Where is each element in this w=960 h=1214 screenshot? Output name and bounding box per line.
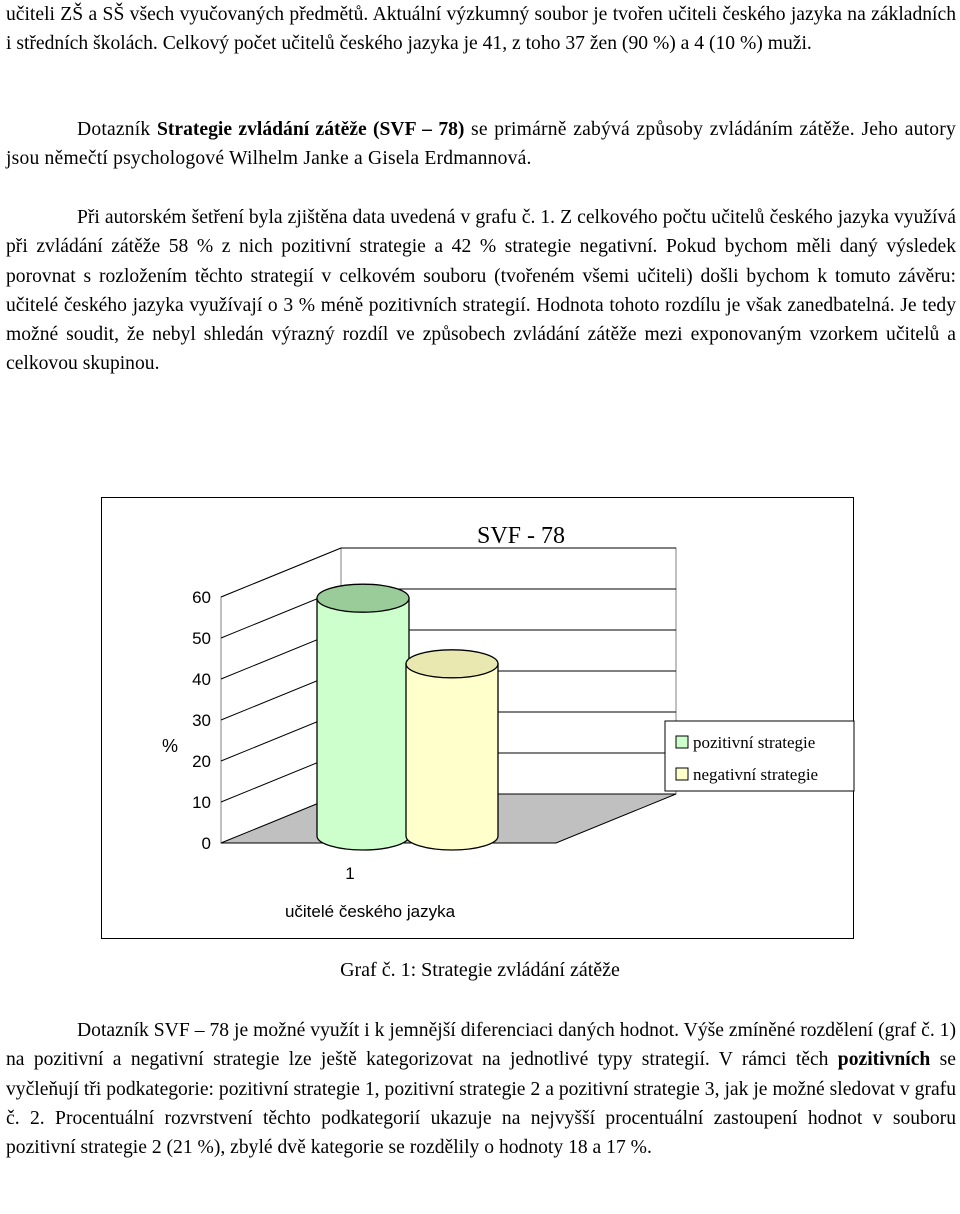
bar-negative-body (406, 664, 498, 850)
bar-positive-body (317, 598, 409, 850)
figure-caption: Graf č. 1: Strategie zvládání zátěže (340, 959, 620, 981)
y-tick-label: 10 (192, 793, 211, 812)
y-tick-label: 50 (192, 629, 211, 648)
x-tick-label: 1 (345, 864, 355, 883)
y-tick-label: 60 (192, 588, 211, 607)
legend-label-positive: pozitivní strategie (693, 733, 816, 752)
bar-positive-top (317, 584, 409, 612)
bold-questionnaire-name: Strategie zvládání zátěže (SVF – 78) (156, 119, 465, 140)
bold-positive: pozitivních (837, 1049, 931, 1071)
chart-frame (101, 497, 854, 939)
y-tick-label: 0 (201, 834, 211, 853)
y-tick-label: 40 (192, 670, 211, 689)
legend-swatch-negative (676, 768, 688, 780)
chart-title: SVF - 78 (476, 523, 566, 549)
y-axis-label: % (162, 736, 179, 756)
bar-negative-top (406, 650, 498, 678)
paragraph-results: Při autorském šetření byla zjištěna data uvedená v grafu č. 1. Z celkového počtu učitelů českého jazyka využívá při zvládání zátěže 58 % z nich pozitivní strategie a 42 % strategie negativní. Pokud bychom měli daný výsledek porovnat s rozložením těchto strategií v celkovém souboru (tvořeném všemi učiteli) došli bychom k tomuto závěru: učitelé českého jazyka využívají o 3 % méně pozitivních strategií. Hodnota tohoto rozdílu je však zanedbatelná. Je tedy možné soudit, že nebyl shledán výrazný rozdíl ve způsobech zvládání zátěže mezi exponovaným vzorkem učitelů a celkovou skupinou. (6, 207, 956, 375)
legend-label-negative: negativní strategie (693, 765, 819, 784)
legend-swatch-positive (676, 736, 688, 748)
chart-svg (102, 498, 855, 940)
paragraph-subcategories: Dotazník SVF – 78 je možné využít i k jemnější diferenciaci daných hodnot. Výše zmíněné rozdělení (graf č. 1) na pozitivní a negativní strategie lze ještě kategorizovat na jednotlivé typy strategií. V rámci těch pozitivních se vyčleňují tři podkategorie: pozitivní strategie 1, pozitivní strategie 2 a pozitivní strategie 3, jak je možné sledovat v grafu č. 2. Procentuální rozvrstvení těchto podkategorií ukazuje na nejvyšší procentuální zastoupení hodnot v souboru pozitivní strategie 2 (21 %), zbylé dvě kategorie se rozdělily o hodnoty 18 a 17 %. (6, 1020, 956, 1159)
y-tick-label: 30 (192, 711, 211, 730)
paragraph-intro: učiteli ZŠ a SŠ všech vyučovaných předmětů. Aktuální výzkumný soubor je tvořen učiteli českého jazyka na základních i středních školách. Celkový počet učitelů českého jazyka je 41, z toho 37 žen (90 %) a 4 (10 %) muži. (6, 4, 956, 55)
y-tick-label: 20 (192, 752, 211, 771)
paragraph-questionnaire: Dotazník Strategie zvládání zátěže (SVF – 78) se primárně zabývá způsoby zvládáním zátěže. Jeho autory jsou němečtí psychologové Wilhelm Janke a Gisela Erdmannová. (6, 119, 956, 170)
x-axis-label: učitelé českého jazyka (284, 902, 456, 921)
